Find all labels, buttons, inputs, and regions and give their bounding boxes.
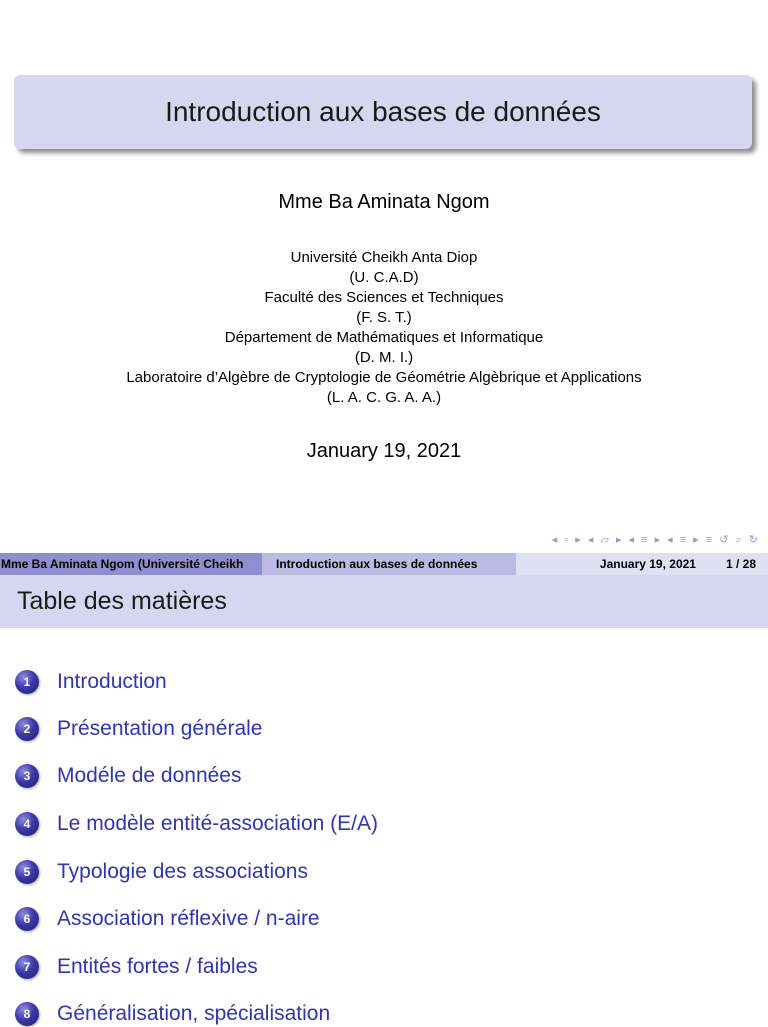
page-number: 1 / 28 xyxy=(725,557,756,571)
footer-author: Mme Ba Aminata Ngom (Université Cheikh xyxy=(0,553,262,575)
institute-line: Département de Mathématiques et Informatique xyxy=(224,329,544,346)
toc-item[interactable] xyxy=(15,716,262,742)
presentation-date: January 19, 2021 xyxy=(306,440,462,462)
toc-item-label[interactable]: Le modèle entité-association (E/A) xyxy=(57,812,378,835)
institute-line: (U. C.A.D) xyxy=(349,269,419,286)
footer-date: January 19, 2021 xyxy=(599,557,696,571)
institute-line: (F. S. T.) xyxy=(356,309,412,326)
footer-right xyxy=(516,553,768,575)
toc-item-label[interactable]: Introduction xyxy=(57,670,167,693)
toc-item[interactable] xyxy=(15,669,167,695)
toc-item[interactable] xyxy=(15,1001,330,1027)
toc-number-badge: 7 xyxy=(15,955,39,979)
author-name: Mme Ba Aminata Ngom xyxy=(278,191,490,213)
institute-line: Faculté des Sciences et Techniques xyxy=(264,289,504,306)
presentation-title: Introduction aux bases de données xyxy=(165,96,601,127)
institute-line: (D. M. I.) xyxy=(354,349,414,366)
toc-number-badge: 4 xyxy=(15,812,39,836)
toc-item-label[interactable]: Association réflexive / n-aire xyxy=(57,907,320,930)
beamer-navigation-icons[interactable]: ◂ ▫ ▸ ◂ ▱ ▸ ◂ ≡ ▸ ◂ ≡ ▸ ≡ ↺ ⌕ ↻ xyxy=(551,534,760,546)
title-box xyxy=(14,75,752,149)
toc-number-badge: 3 xyxy=(15,764,39,788)
toc-item[interactable] xyxy=(15,859,308,885)
institute-line: Université Cheikh Anta Diop xyxy=(290,249,478,266)
toc-number-badge: 8 xyxy=(15,1002,39,1026)
toc-frame-title: Table des matières xyxy=(0,575,768,628)
toc-item[interactable] xyxy=(15,906,320,932)
institute-block xyxy=(0,248,768,408)
toc-item-label[interactable]: Généralisation, spécialisation xyxy=(57,1002,331,1025)
toc-item[interactable] xyxy=(15,811,378,837)
toc-item-label[interactable]: Modéle de données xyxy=(57,764,242,787)
slide-footer xyxy=(0,553,768,575)
toc-item-label[interactable]: Présentation générale xyxy=(57,717,263,740)
toc-number-badge: 5 xyxy=(15,860,39,884)
footer-title: Introduction aux bases de données xyxy=(262,553,516,575)
toc-number-badge: 1 xyxy=(15,670,39,694)
institute-line: (L. A. C. G. A. A.) xyxy=(326,389,442,406)
institute-line: Laboratoire d’Algèbre de Cryptologie de Géométrie Algèbrique et Applications xyxy=(126,369,642,386)
toc-item-label[interactable]: Entités fortes / faibles xyxy=(57,955,258,978)
toc-number-badge: 2 xyxy=(15,717,39,741)
toc-item[interactable] xyxy=(15,763,241,789)
toc-item-label[interactable]: Typologie des associations xyxy=(57,860,308,883)
toc-number-badge: 6 xyxy=(15,907,39,931)
toc-item[interactable] xyxy=(15,954,258,980)
